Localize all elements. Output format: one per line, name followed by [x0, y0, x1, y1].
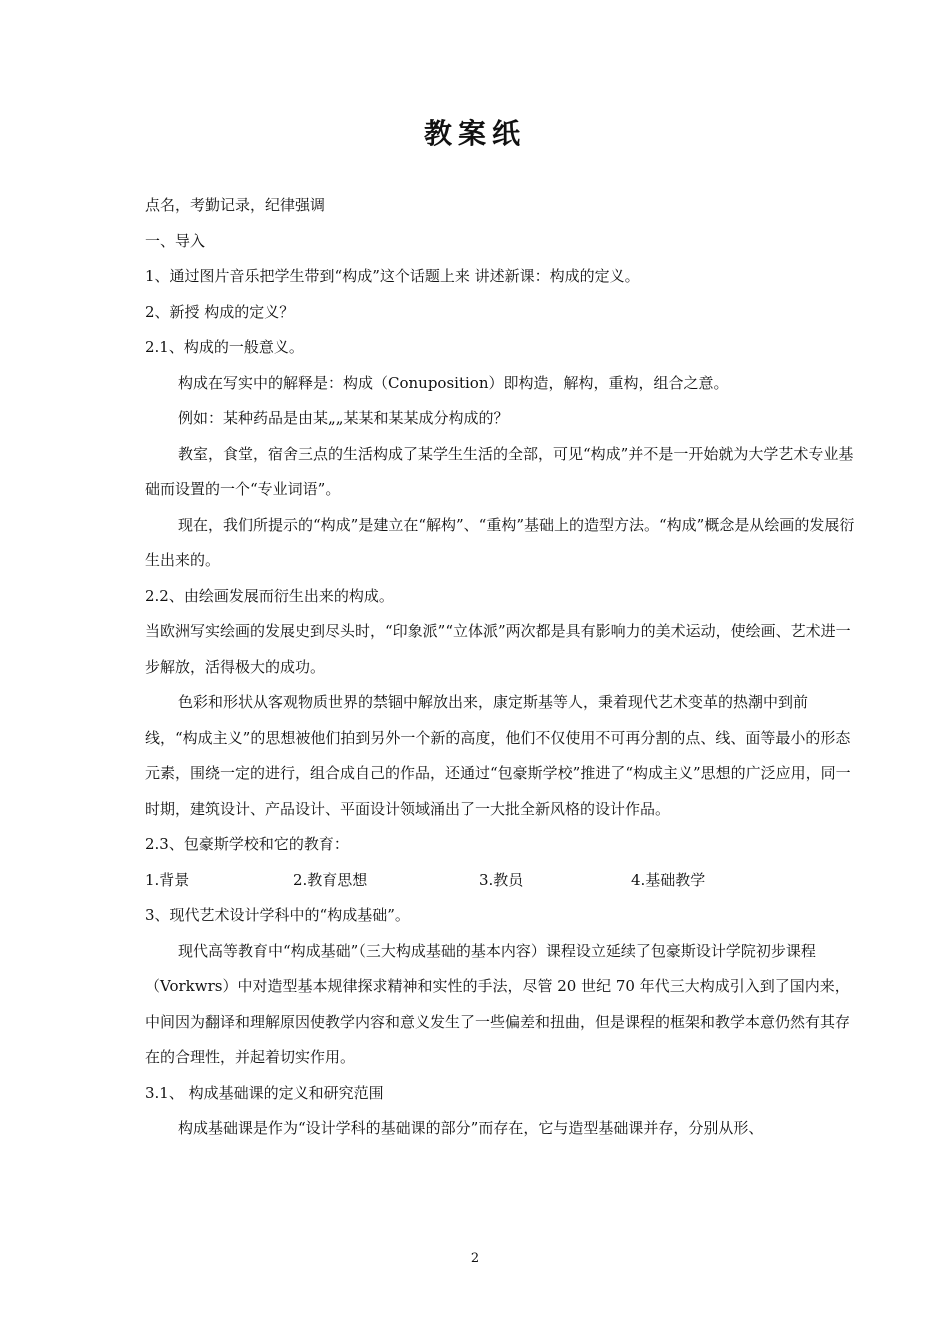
paragraph: 当欧洲写实绘画的发展史到尽头时，“印象派”“立体派”两次都是具有影响力的美术运动，使绘画、艺术进一步解放，活得极大的成功。: [145, 622, 851, 676]
list-item: 1.背景: [145, 870, 190, 889]
paragraph: 构成基础课是作为“设计学科的基础课的部分”而存在，它与造型基础课并存，分别从形、: [178, 1119, 764, 1137]
subsection-heading: 3.1、 构成基础课的定义和研究范围: [145, 1083, 384, 1102]
paragraph: 构成在写实中的解释是：构成（Conuposition）即构造，解构，重构，组合之意。: [178, 373, 729, 392]
paragraph: 现代高等教育中“构成基础”（三大构成基础的基本内容）课程设立延续了包豪斯设计学院初步课程（Vorkwrs）中对造型基本规律探求精神和实性的手法，尽管 20 世纪 70 年代三大构成引入到了国内来，中间因为翻译和理解原因使教学内容和意义发生了一些偏差和扭曲，但是课程的框架和教学本意仍然有其存在的合理性，并起着切实作用。: [145, 941, 851, 1066]
paragraph: 例如：某种药品是由某„„某某和某某成分构成的？: [178, 409, 509, 427]
list-item: 3.教员: [479, 870, 524, 889]
paragraph: 现在，我们所提示的“构成”是建立在“解构”、“重构”基础上的造型方法。“构成”概念是从绘画的发展衍生出来的。: [145, 515, 855, 569]
paragraph: 1、通过图片音乐把学生带到“构成”这个话题上来 讲述新课：构成的定义。: [145, 267, 640, 285]
subsection-heading: 2.2、由绘画发展而衍生出来的构成。: [145, 586, 394, 605]
section-heading: 3、现代艺术设计学科中的“构成基础”。: [145, 906, 410, 924]
section-heading: 一、导入: [145, 231, 206, 250]
subsection-heading: 2.1、构成的一般意义。: [145, 338, 304, 356]
page-title: 教案纸: [423, 117, 526, 150]
page-number: 2: [470, 1251, 480, 1266]
inline-list: [145, 863, 855, 899]
document-body: [145, 188, 855, 1147]
section-heading: 2、新授 构成的定义？: [145, 302, 295, 321]
subsection-heading: 2.3、包豪斯学校和它的教育：: [145, 835, 349, 853]
paragraph: 色彩和形状从客观物质世界的禁锢中解放出来，康定斯基等人，秉着现代艺术变革的热潮中到前线，“构成主义”的思想被他们拍到另外一个新的高度，他们不仅使用不可再分割的点、线、面等最小的形态元素，围绕一定的进行，组合成自己的作品，还通过“包豪斯学校”推进了“构成主义”思想的广泛应用，同一时期，建筑设计、产品设计、平面设计领域涌出了一大批全新风格的设计作品。: [145, 693, 851, 818]
list-item: 4.基础教学: [631, 870, 706, 889]
paragraph: 点名，考勤记录，纪律强调: [145, 196, 326, 214]
paragraph: 教室，食堂，宿舍三点的生活构成了某学生生活的全部，可见“构成”并不是一开始就为大学艺术专业基础而设置的一个“专业词语”。: [145, 444, 854, 498]
list-item: 2.教育思想: [293, 870, 368, 889]
